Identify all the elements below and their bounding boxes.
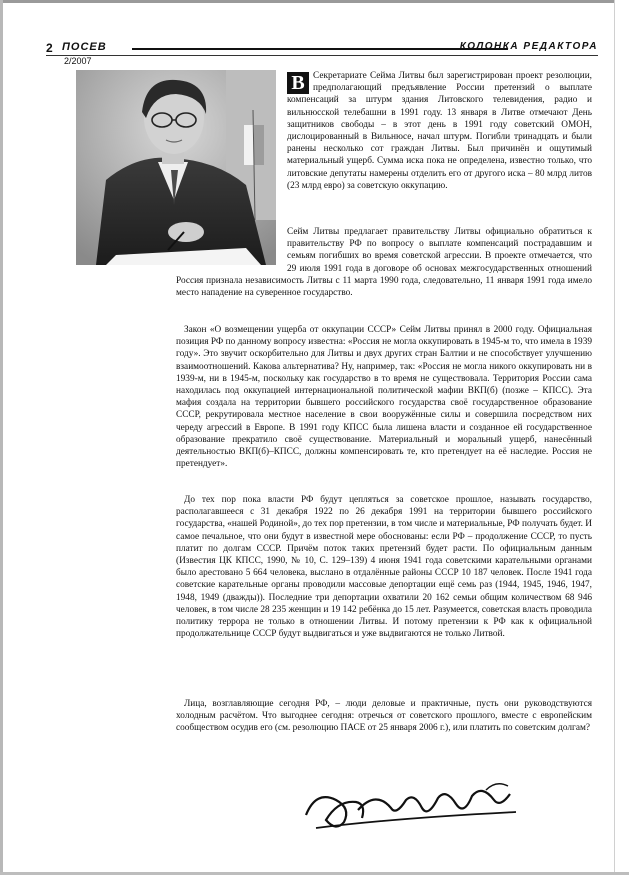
page-frame-top [0,0,629,3]
article-paragraph-5: Лица, возглавляющие сегодня РФ, – люди деловые и практичные, пусть они руководствуются холодным расчётом. Что выгоднее сегодня: отречься от советского прошлого, вместе с европейским сообществом осудив его (см. резолюцию ПАСЕ от 25 января 2006 г.), или платить по советским долгам? [176,699,592,734]
magazine-logo: ПОСЕВ [62,41,107,53]
section-title: КОЛОНКА РЕДАКТОРА [459,41,598,52]
paragraph-1-text: Секретариате Сейма Литвы был зарегистрирован проект резолюции, предполагающий предъявление России претензий о выплате компенсаций за штурм здания Литовского телевидения, радио и вильнюсской телебашни в 1991 году. 13 января в Литве отмечают День защитников свободы – в этот день в 1991 году советский ОМОН, дислоцированный в Вильнюсе, начал штурм. Погибли тринадцать и были ранены несколько сот граждан Литвы. Был причинён и ощутимый материальный ущерб. Сумма иска пока не определена, известно только, что литовские депутаты намерены отделить его от другого иска – 80 млрд литов (23 млрд евро) за советскую оккупацию. [287,71,592,191]
paragraph-2-text: Сейм Литвы предлагает правительству Литвы официально обратиться к правительству РФ по вопросу о выплате компенсаций пострадавшим и семьям погибших во время советской агрессии. В проекте отмечается, что 29 июля 1991 года в договоре об основах межгосударственных отношений Россия признала независимость Литвы с 11 марта 1990 года, следовательно, 11 января 1991 года имело место нападение на суверенное государство. [176,227,592,299]
page-number: 2 [46,41,53,55]
drop-cap: В [287,72,309,94]
handwritten-signature-icon [296,770,526,840]
article-paragraph-3: Закон «О возмещении ущерба от оккупации СССР» Сейм Литвы принял в 2000 году. Официальная позиция РФ по данному вопросу известна: «Россия не могла оккупировать в 1945-м то, что имела в 1939 году». Это звучит оскорбительно для Литвы и двух других стран Балтии и не способствует улучшению взаимоотношений. Какова альтернатива? Ну, например, так: «Россия не могла никого оккупировать ни в 1939-м, ни в 1945-м, поскольку как государство в то время не существовала. Территория России сама находилась под оккупацией интернациональной политической мафии ВКП(б) (позже – КПСС). Эта мафия создала на территории бывшего российского государства своё государственное образование СССР, рекрутировала местное население в свои вооружённые силы и совершила посредством них череду агрессий в Европе. В 1991 году КПСС была лишена власти и созданное ей государственное образование прекратило своё существование. Материальный и моральный ущерб, нанесённый деятельностью ВКП(б)–КПСС, должны компенсировать те, кто претендует на её наследие. Россия не претендует». [176,325,592,470]
page-frame-right [614,0,629,875]
page-frame-left [0,0,3,875]
article-paragraph-1 [287,70,592,192]
issue-number: 2/2007 [64,56,92,66]
article-paragraph-4: До тех пор пока власти РФ будут цепляться за советское прошлое, называть государство, располагавшееся с 31 декабря 1922 по 26 декабря 1991 на территории бывшего российского государства, «нашей Родиной», до тех пор претензии, в том числе и материальные, РФ получать будет. И самое печальное, что они будут в известной мере обоснованы: если РФ – продолжение СССР, то пусть платит по долгам СССР. Причём поток таких претензий будет расти. По официальным данным (Известия ЦК КПСС, 1990, № 10, С. 129–139) 4 июня 1941 года советскими карательными органами было арестовано 5 664 человека, выслано в отдалённые районы СССР 10 187 человек. После 1941 года советские карательные органы проводили массовые депортации ещё семь раз (1944, 1945, 1946, 1947, 1948, 1949 (дважды)). Последние три депортации охватили 20 162 семьи общим количеством 68 946 человек, в том числе 28 235 женщин и 19 142 ребёнка до 15 лет. Разумеется, советская власть проводила политику террора не только в отношении Литвы. И потому претензии к РФ как к официальной продолжательнице СССР будут выдвигаться и уже выдвигаются не только Литвой. [176,495,592,640]
header-rule [132,48,508,50]
header-underline [46,55,598,56]
signature-icon [296,770,526,840]
article-paragraph-2 [176,226,592,299]
